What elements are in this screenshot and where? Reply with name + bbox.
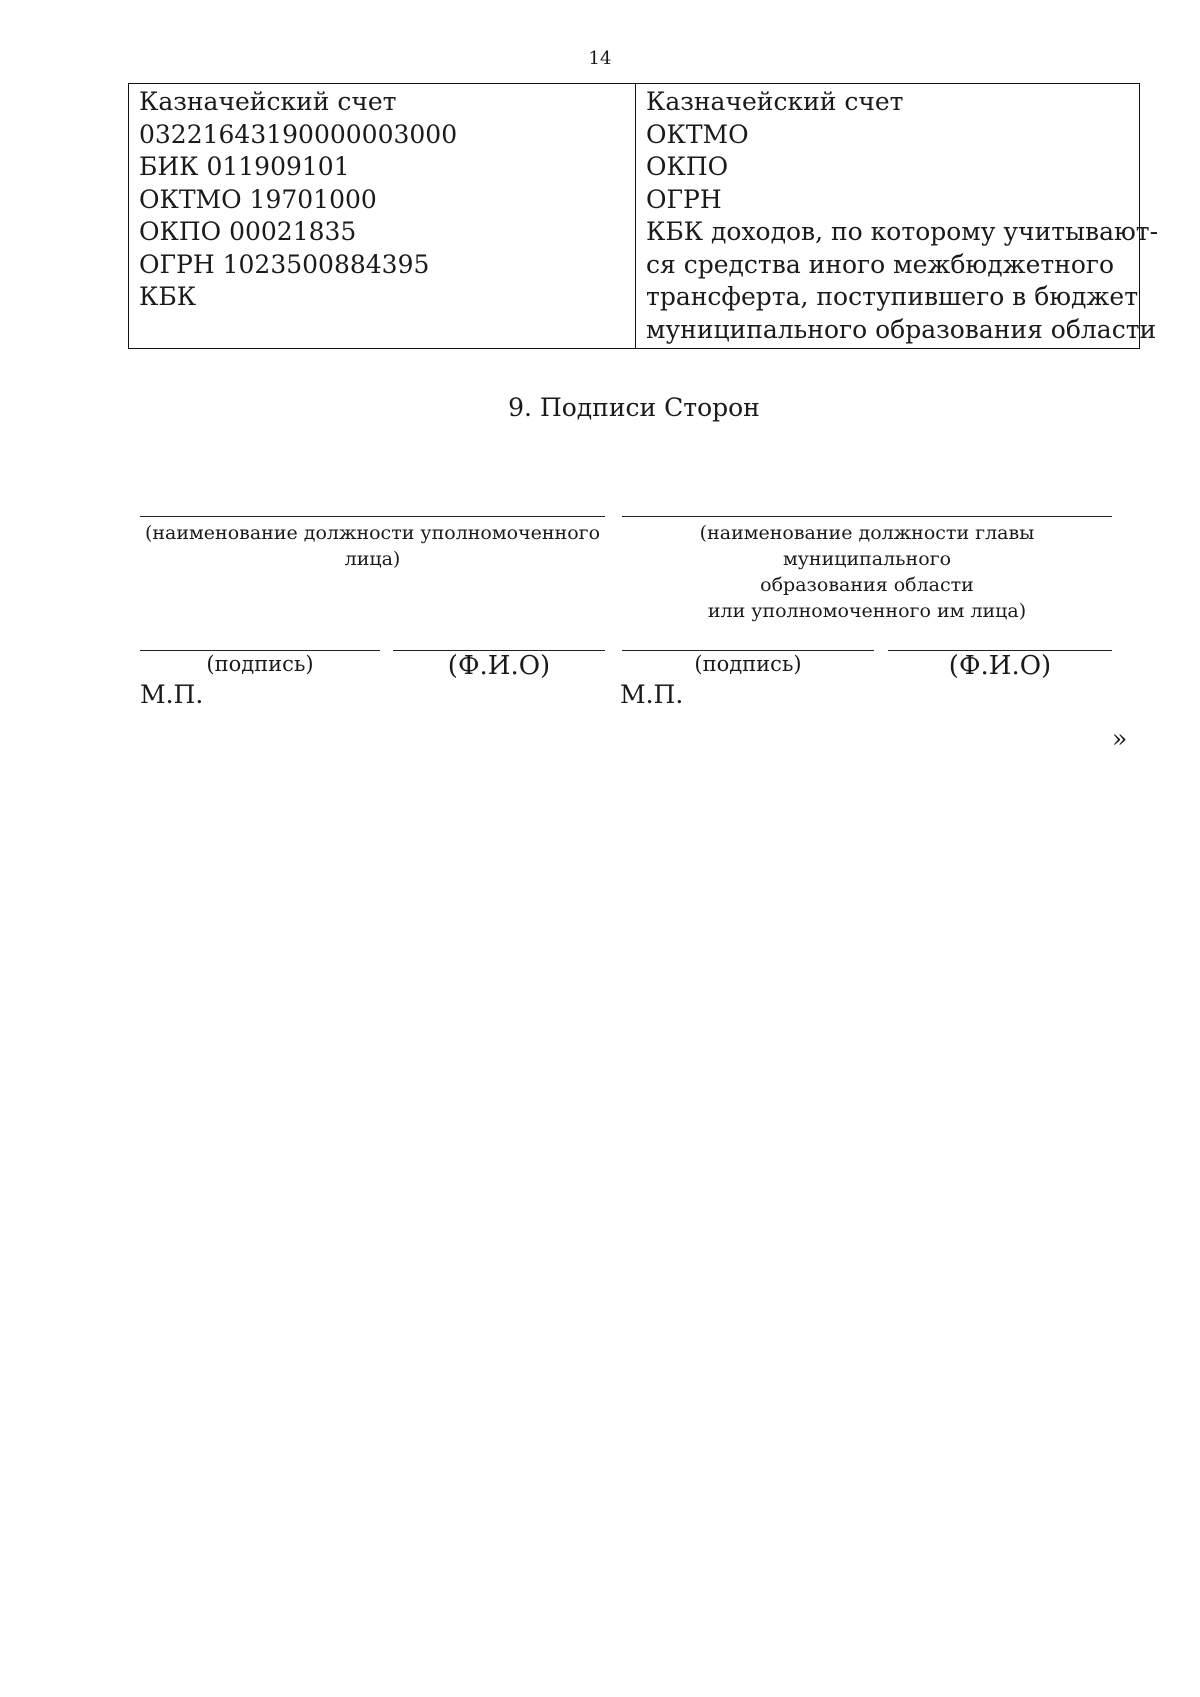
left-signature-line [140, 650, 380, 651]
detail-line: БИК 011909101 [139, 152, 350, 181]
detail-line: Казначейский счет [139, 87, 397, 116]
bank-details-table [128, 83, 1159, 349]
right-name-label: (Ф.И.О) [948, 651, 1052, 681]
payer-details-cell [129, 84, 636, 349]
detail-line: КБК [139, 282, 197, 311]
left-position-line [140, 516, 605, 517]
caption-line: лица) [344, 548, 401, 570]
right-signature-line [622, 650, 874, 651]
left-signature-label: (подпись) [206, 652, 314, 676]
section-title: 9. Подписи Сторон [508, 393, 760, 422]
caption-line: или уполномоченного им лица) [707, 600, 1027, 622]
detail-line: ОКПО [646, 152, 729, 181]
page-number: 14 [588, 48, 612, 69]
right-signature-label: (подпись) [694, 652, 802, 676]
left-position-caption [140, 520, 605, 572]
left-seal-mark: М.П. [140, 680, 204, 709]
right-seal-mark: М.П. [620, 680, 684, 709]
caption-line: образования области [760, 574, 974, 596]
right-position-line [622, 516, 1112, 517]
detail-line: ОГРН 1023500884395 [139, 249, 430, 279]
detail-line: ОКТМО [646, 119, 749, 149]
recipient-details-cell [636, 84, 1159, 349]
detail-line: КБК доходов, по которому учитывают- [646, 217, 1159, 246]
detail-line: ОГРН [646, 184, 722, 214]
right-position-caption [622, 520, 1112, 624]
closing-quote-mark: » [1112, 724, 1128, 753]
detail-line: Казначейский счет [646, 87, 904, 116]
table-row [129, 84, 1140, 349]
caption-line: (наименование должности главы муниципального [699, 522, 1035, 570]
detail-line: муниципального образования области [646, 314, 1157, 344]
caption-line: (наименование должности уполномоченного [144, 522, 601, 544]
detail-line: трансферта, поступившего в бюджет [646, 282, 1139, 311]
left-name-label: (Ф.И.О) [447, 651, 551, 681]
detail-line: ОКТМО 19701000 [139, 184, 377, 214]
detail-line: ОКПО 00021835 [139, 217, 357, 246]
detail-line: ся средства иного межбюджетного [646, 249, 1115, 279]
detail-line: 03221643190000003000 [139, 119, 458, 149]
